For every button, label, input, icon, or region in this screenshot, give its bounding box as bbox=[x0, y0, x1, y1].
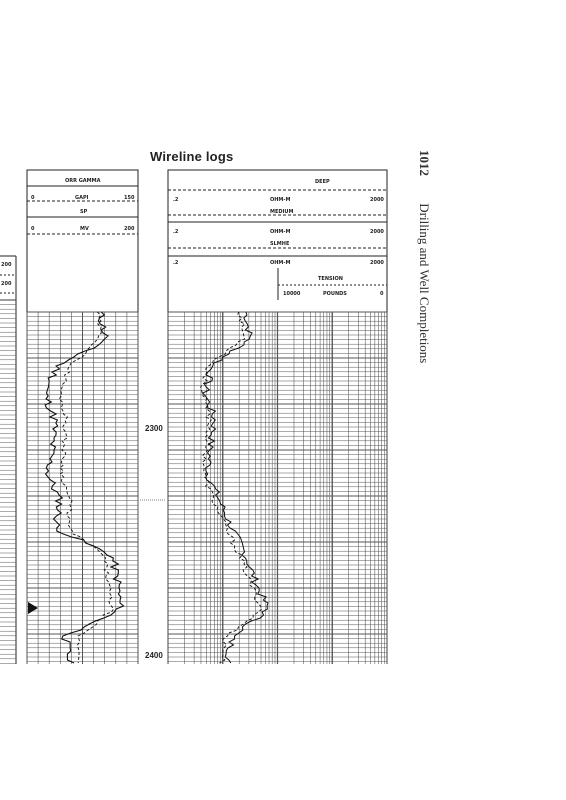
shallow-scale-left: .2 bbox=[173, 260, 179, 266]
page-number: 1012 bbox=[417, 150, 432, 176]
shallow-scale-right: 2000 bbox=[370, 260, 384, 266]
gamma-scale-right: 150 bbox=[124, 195, 135, 201]
deep-scale-right: 2000 bbox=[370, 197, 384, 203]
left-track-grid bbox=[0, 300, 16, 663]
bed-marker-triangle bbox=[28, 602, 38, 614]
deep-scale-left: .2 bbox=[173, 197, 179, 203]
medium-scale-left: .2 bbox=[173, 229, 179, 235]
medium-scale-right: 2000 bbox=[370, 229, 384, 235]
deep-units: OHM-M bbox=[270, 197, 291, 203]
track1-header-box bbox=[27, 170, 138, 312]
sp-units: MV bbox=[80, 226, 89, 232]
deep-curve-name: DEEP bbox=[315, 179, 330, 185]
left-scale-top: 200 bbox=[1, 262, 12, 268]
track1-grid bbox=[27, 312, 138, 664]
shallow-units: OHM-M bbox=[270, 260, 291, 266]
tension-curve-name: TENSION bbox=[318, 276, 343, 282]
book-title: Drilling and Well Completions bbox=[417, 203, 432, 364]
gamma-ray-curve bbox=[45, 312, 123, 663]
sp-scale-left: 0 bbox=[31, 226, 35, 232]
tension-units: POUNDS bbox=[323, 291, 347, 297]
shallow-curve-name: SLMHE bbox=[270, 241, 290, 247]
track2-grid bbox=[168, 312, 387, 664]
gamma-units: GAPI bbox=[75, 195, 89, 201]
figure-title: Wireline logs bbox=[150, 149, 234, 164]
depth-label: 2400 bbox=[145, 651, 163, 660]
gamma-scale-left: 0 bbox=[31, 195, 35, 201]
sp-scale-right: 200 bbox=[124, 226, 135, 232]
depth-label: 2300 bbox=[145, 424, 163, 433]
deep-resistivity-curve bbox=[203, 312, 268, 663]
medium-units: OHM-M bbox=[270, 229, 291, 235]
medium-resistivity-curve bbox=[201, 312, 262, 663]
tension-scale-right: 0 bbox=[380, 291, 384, 297]
tension-scale-left: 10000 bbox=[283, 291, 301, 297]
left-scale-bottom: 200 bbox=[1, 281, 12, 287]
sp-curve-name: SP bbox=[80, 209, 88, 215]
medium-curve-name: MEDIUM bbox=[270, 209, 294, 215]
gamma-curve-name: ORR GAMMA bbox=[65, 178, 101, 184]
sp-curve bbox=[59, 312, 114, 663]
